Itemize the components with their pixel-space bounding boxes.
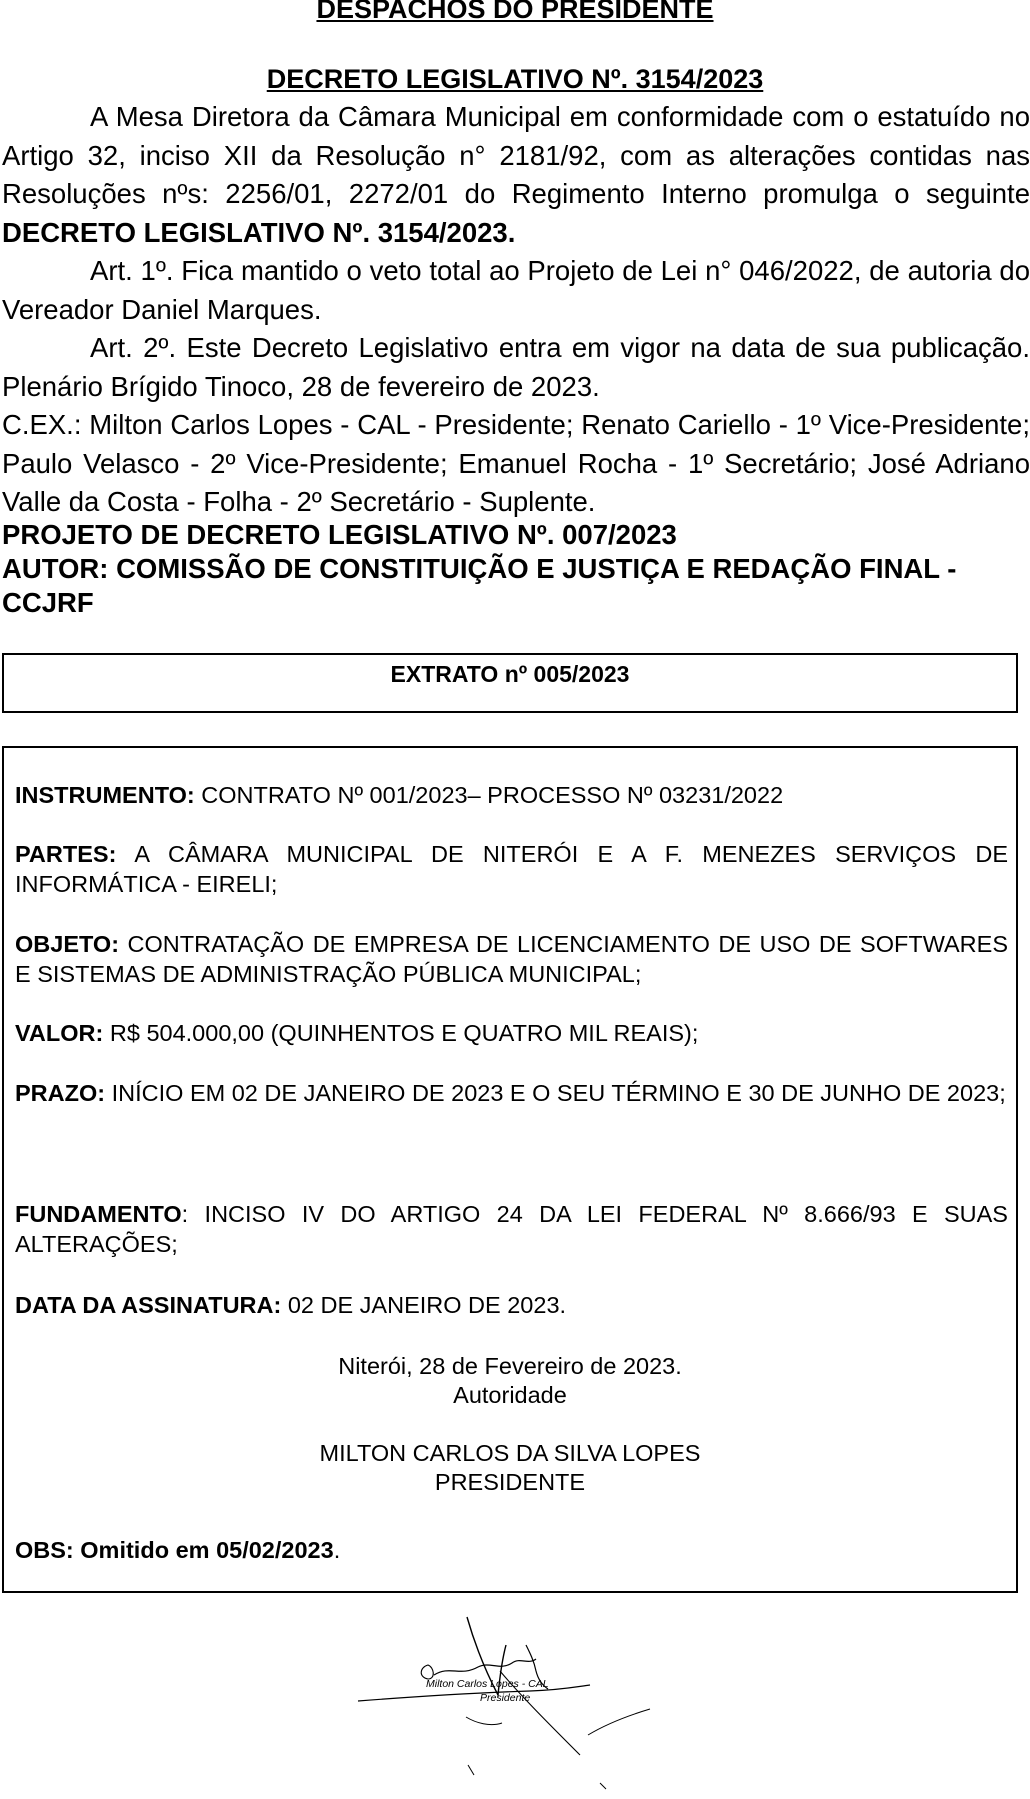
decree-body [2, 98, 1030, 522]
field-instrumento [15, 780, 1008, 810]
obs-label: OBS: Omitido em 05/02/2023 [15, 1537, 334, 1563]
extrato-title: EXTRATO nº 005/2023 [390, 661, 630, 687]
place-date: Niterói, 28 de Fevereiro de 2023. [338, 1353, 682, 1379]
preamble-text: A Mesa Diretora da Câmara Municipal em conformidade com o estatuído no Artigo 32, inciso XII da Resolução n° 2181/92, com as alterações contidas nas Resoluções nºs: 2256/01, 2272/01 do Regimento Interno promulga o seguinte [2, 101, 1030, 209]
partes-label: PARTES: [15, 841, 117, 867]
field-partes [15, 839, 1008, 899]
partes-value: A CÂMARA MUNICIPAL DE NITERÓI E A F. MENEZES SERVIÇOS DE INFORMÁTICA - EIRELI; [15, 841, 1008, 897]
extrato-box [2, 746, 1018, 1593]
decree-preamble [2, 98, 1030, 252]
instrumento-label: INSTRUMENTO: [15, 782, 195, 808]
valor-label: VALOR: [15, 1020, 104, 1046]
fundamento-value: : INCISO IV DO ARTIGO 24 DA LEI FEDERAL Nº 8.666/93 E SUAS ALTERAÇÕES; [15, 1201, 1008, 1257]
objeto-value: CONTRATAÇÃO DE EMPRESA DE LICENCIAMENTO DE USO DE SOFTWARES E SISTEMAS DE ADMINISTRAÇÃO PÚBLICA MUNICIPAL; [15, 931, 1008, 987]
article-2: Art. 2º. Este Decreto Legislativo entra em vigor na data de sua publicação. Plenário Brígido Tinoco, 28 de fevereiro de 2023. [2, 332, 1030, 402]
obs-end: . [333, 1537, 341, 1563]
prazo-label: PRAZO: [15, 1080, 106, 1106]
page-title: DESPACHOS DO PRESIDENTE [316, 0, 714, 24]
field-prazo [15, 1078, 1008, 1108]
project-heading [2, 518, 1030, 620]
field-valor [15, 1018, 1008, 1048]
extrato-header-box [2, 653, 1018, 713]
prazo-value: INÍCIO EM 02 DE JANEIRO DE 2023 E O SEU TÉRMINO E 30 DE JUNHO DE 2023; [105, 1080, 1006, 1106]
data-assinatura-label: DATA DA ASSINATURA: [15, 1292, 282, 1318]
authority-label: Autoridade [453, 1382, 567, 1408]
executive-committee: C.EX.: Milton Carlos Lopes - CAL - Presidente; Renato Cariello - 1º Vice-Presidente; Paulo Velasco - 2º Vice-Presidente; Emanuel Rocha - 1º Secretário; José Adriano Valle da Costa - Folha - 2º Secretário - Suplente. [2, 409, 1030, 517]
project-number: PROJETO DE DECRETO LEGISLATIVO Nº. 007/2023 [2, 519, 677, 550]
field-fundamento [15, 1199, 1008, 1259]
obs-note [15, 1535, 1008, 1565]
preamble-decree-ref: DECRETO LEGISLATIVO Nº. 3154/2023. [2, 216, 516, 248]
decree-title: DECRETO LEGISLATIVO Nº. 3154/2023 [266, 64, 764, 94]
field-objeto [15, 929, 1008, 989]
handwritten-signature [350, 1605, 690, 1795]
data-assinatura-value: 02 DE JANEIRO DE 2023. [281, 1292, 567, 1318]
signature-stamp-name: Milton Carlos Lopes - CAL [426, 1678, 549, 1690]
article-1: Art. 1º. Fica mantido o veto total ao Projeto de Lei n° 046/2022, de autoria do Vereador Daniel Marques. [2, 255, 1030, 325]
signer-role: PRESIDENTE [434, 1469, 586, 1495]
signature-stamp-role: Presidente [480, 1692, 531, 1704]
project-author: AUTOR: COMISSÃO DE CONSTITUIÇÃO E JUSTIÇA E REDAÇÃO FINAL - CCJRF [2, 553, 957, 618]
objeto-label: OBJETO: [15, 931, 120, 957]
signer-name: MILTON CARLOS DA SILVA LOPES [319, 1440, 701, 1466]
instrumento-value: CONTRATO Nº 001/2023– PROCESSO Nº 03231/2022 [194, 782, 784, 808]
valor-value: R$ 504.000,00 (QUINHENTOS E QUATRO MIL REAIS); [103, 1020, 699, 1046]
fundamento-label: FUNDAMENTO [15, 1201, 182, 1227]
field-data-assinatura [15, 1290, 1008, 1320]
